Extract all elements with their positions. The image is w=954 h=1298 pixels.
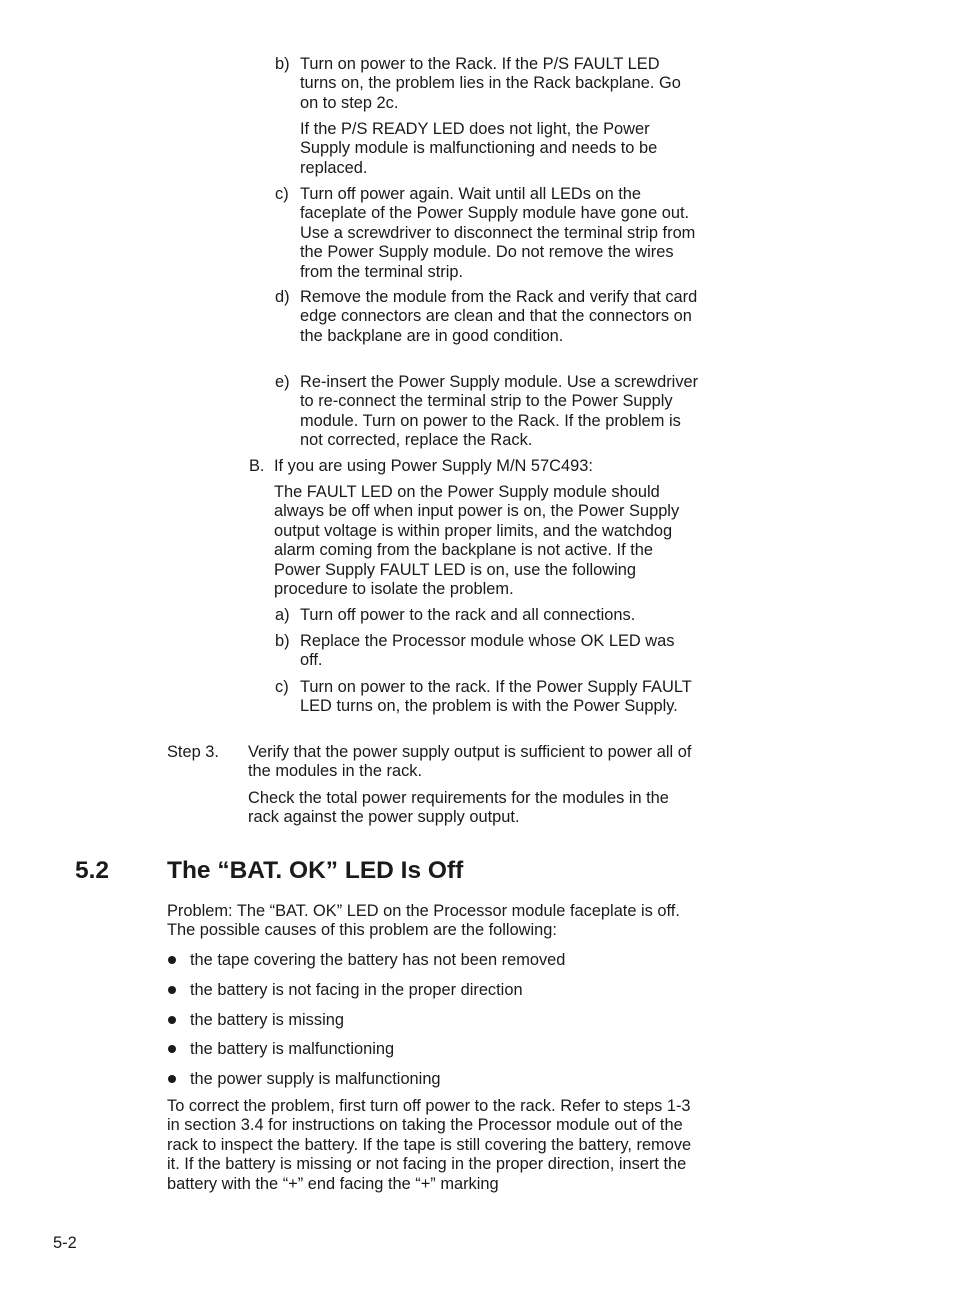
item-b-substep-c-marker: c) — [275, 678, 289, 696]
list-item: the battery is malfunctioning — [190, 1040, 395, 1058]
list-item: the tape covering the battery has not been removed — [190, 951, 566, 969]
bullet-icon — [168, 1075, 176, 1083]
section-intro: Problem: The “BAT. OK” LED on the Processor module faceplate is off. The possible causes of this problem are the following: — [167, 902, 680, 940]
step3-body: Check the total power requirements for the modules in the rack against the power supply output. — [248, 789, 669, 827]
section-correction: To correct the problem, first turn off power to the rack. Refer to steps 1-3 in section 3.4 for instructions on taking the Processor module out of the rack to inspect the battery. If the tape is still covering the battery, remove it. If the battery is missing or not facing in the proper direction, insert the battery with the “+” end facing the “+” marking — [167, 1097, 692, 1193]
item-b-body: The FAULT LED on the Power Supply module should always be off when input power is on, the Power Supply output voltage is within proper limits, and the watchdog alarm coming from the backplane is not active. If the Power Supply FAULT LED is on, use the following procedure to isolate the problem. — [274, 483, 680, 599]
substep-c-text: Turn off power again. Wait until all LEDs on the faceplate of the Power Supply module have gone out. Use a screwdriver to disconnect the terminal strip from the Power Supply module. Do not remove the wires from the terminal strip. — [300, 185, 696, 281]
step3-label: Step 3. — [167, 743, 219, 761]
substep-b-note: If the P/S READY LED does not light, the Power Supply module is malfunctioning and needs to be replaced. — [300, 120, 658, 177]
item-b-substep-b-text: Replace the Processor module whose OK LED was off. — [300, 632, 675, 670]
item-b-substep-b-marker: b) — [275, 632, 290, 650]
item-b-text: If you are using Power Supply M/N 57C493: — [274, 457, 593, 475]
bullet-icon — [168, 1045, 176, 1053]
bullet-icon — [168, 986, 176, 994]
substep-e-text: Re-insert the Power Supply module. Use a screwdriver to re-connect the terminal strip to the Power Supply module. Turn on power to the Rack. If the problem is not corrected, replace the Rack. — [300, 373, 699, 450]
bullet-icon — [168, 1016, 176, 1024]
list-marker-d: d) — [275, 288, 290, 306]
list-item: the battery is missing — [190, 1011, 344, 1029]
section-number: 5.2 — [75, 857, 110, 884]
list-marker-c: c) — [275, 185, 289, 203]
substep-d-text: Remove the module from the Rack and verify that card edge connectors are clean and that the connectors on the backplane are in good condition. — [300, 288, 698, 345]
list-item: the power supply is malfunctioning — [190, 1070, 441, 1088]
substep-b-text: Turn on power to the Rack. If the P/S FAULT LED turns on, the problem lies in the Rack backplane. Go on to step 2c. — [300, 55, 681, 112]
item-b-substep-c-text: Turn on power to the rack. If the Power Supply FAULT LED turns on, the problem is with the Power Supply. — [300, 678, 692, 716]
section-title: The “BAT. OK” LED Is Off — [167, 857, 464, 884]
step3-text: Verify that the power supply output is sufficient to power all of the modules in the rack. — [248, 743, 692, 781]
item-b-substep-a-marker: a) — [275, 606, 290, 624]
page-number: 5-2 — [53, 1234, 77, 1252]
list-item: the battery is not facing in the proper direction — [190, 981, 523, 999]
item-b-marker: B. — [249, 457, 265, 475]
list-marker-e: e) — [275, 373, 290, 391]
item-b-substep-a-text: Turn off power to the rack and all connections. — [300, 606, 636, 624]
list-marker-b: b) — [275, 55, 290, 73]
bullet-icon — [168, 956, 176, 964]
